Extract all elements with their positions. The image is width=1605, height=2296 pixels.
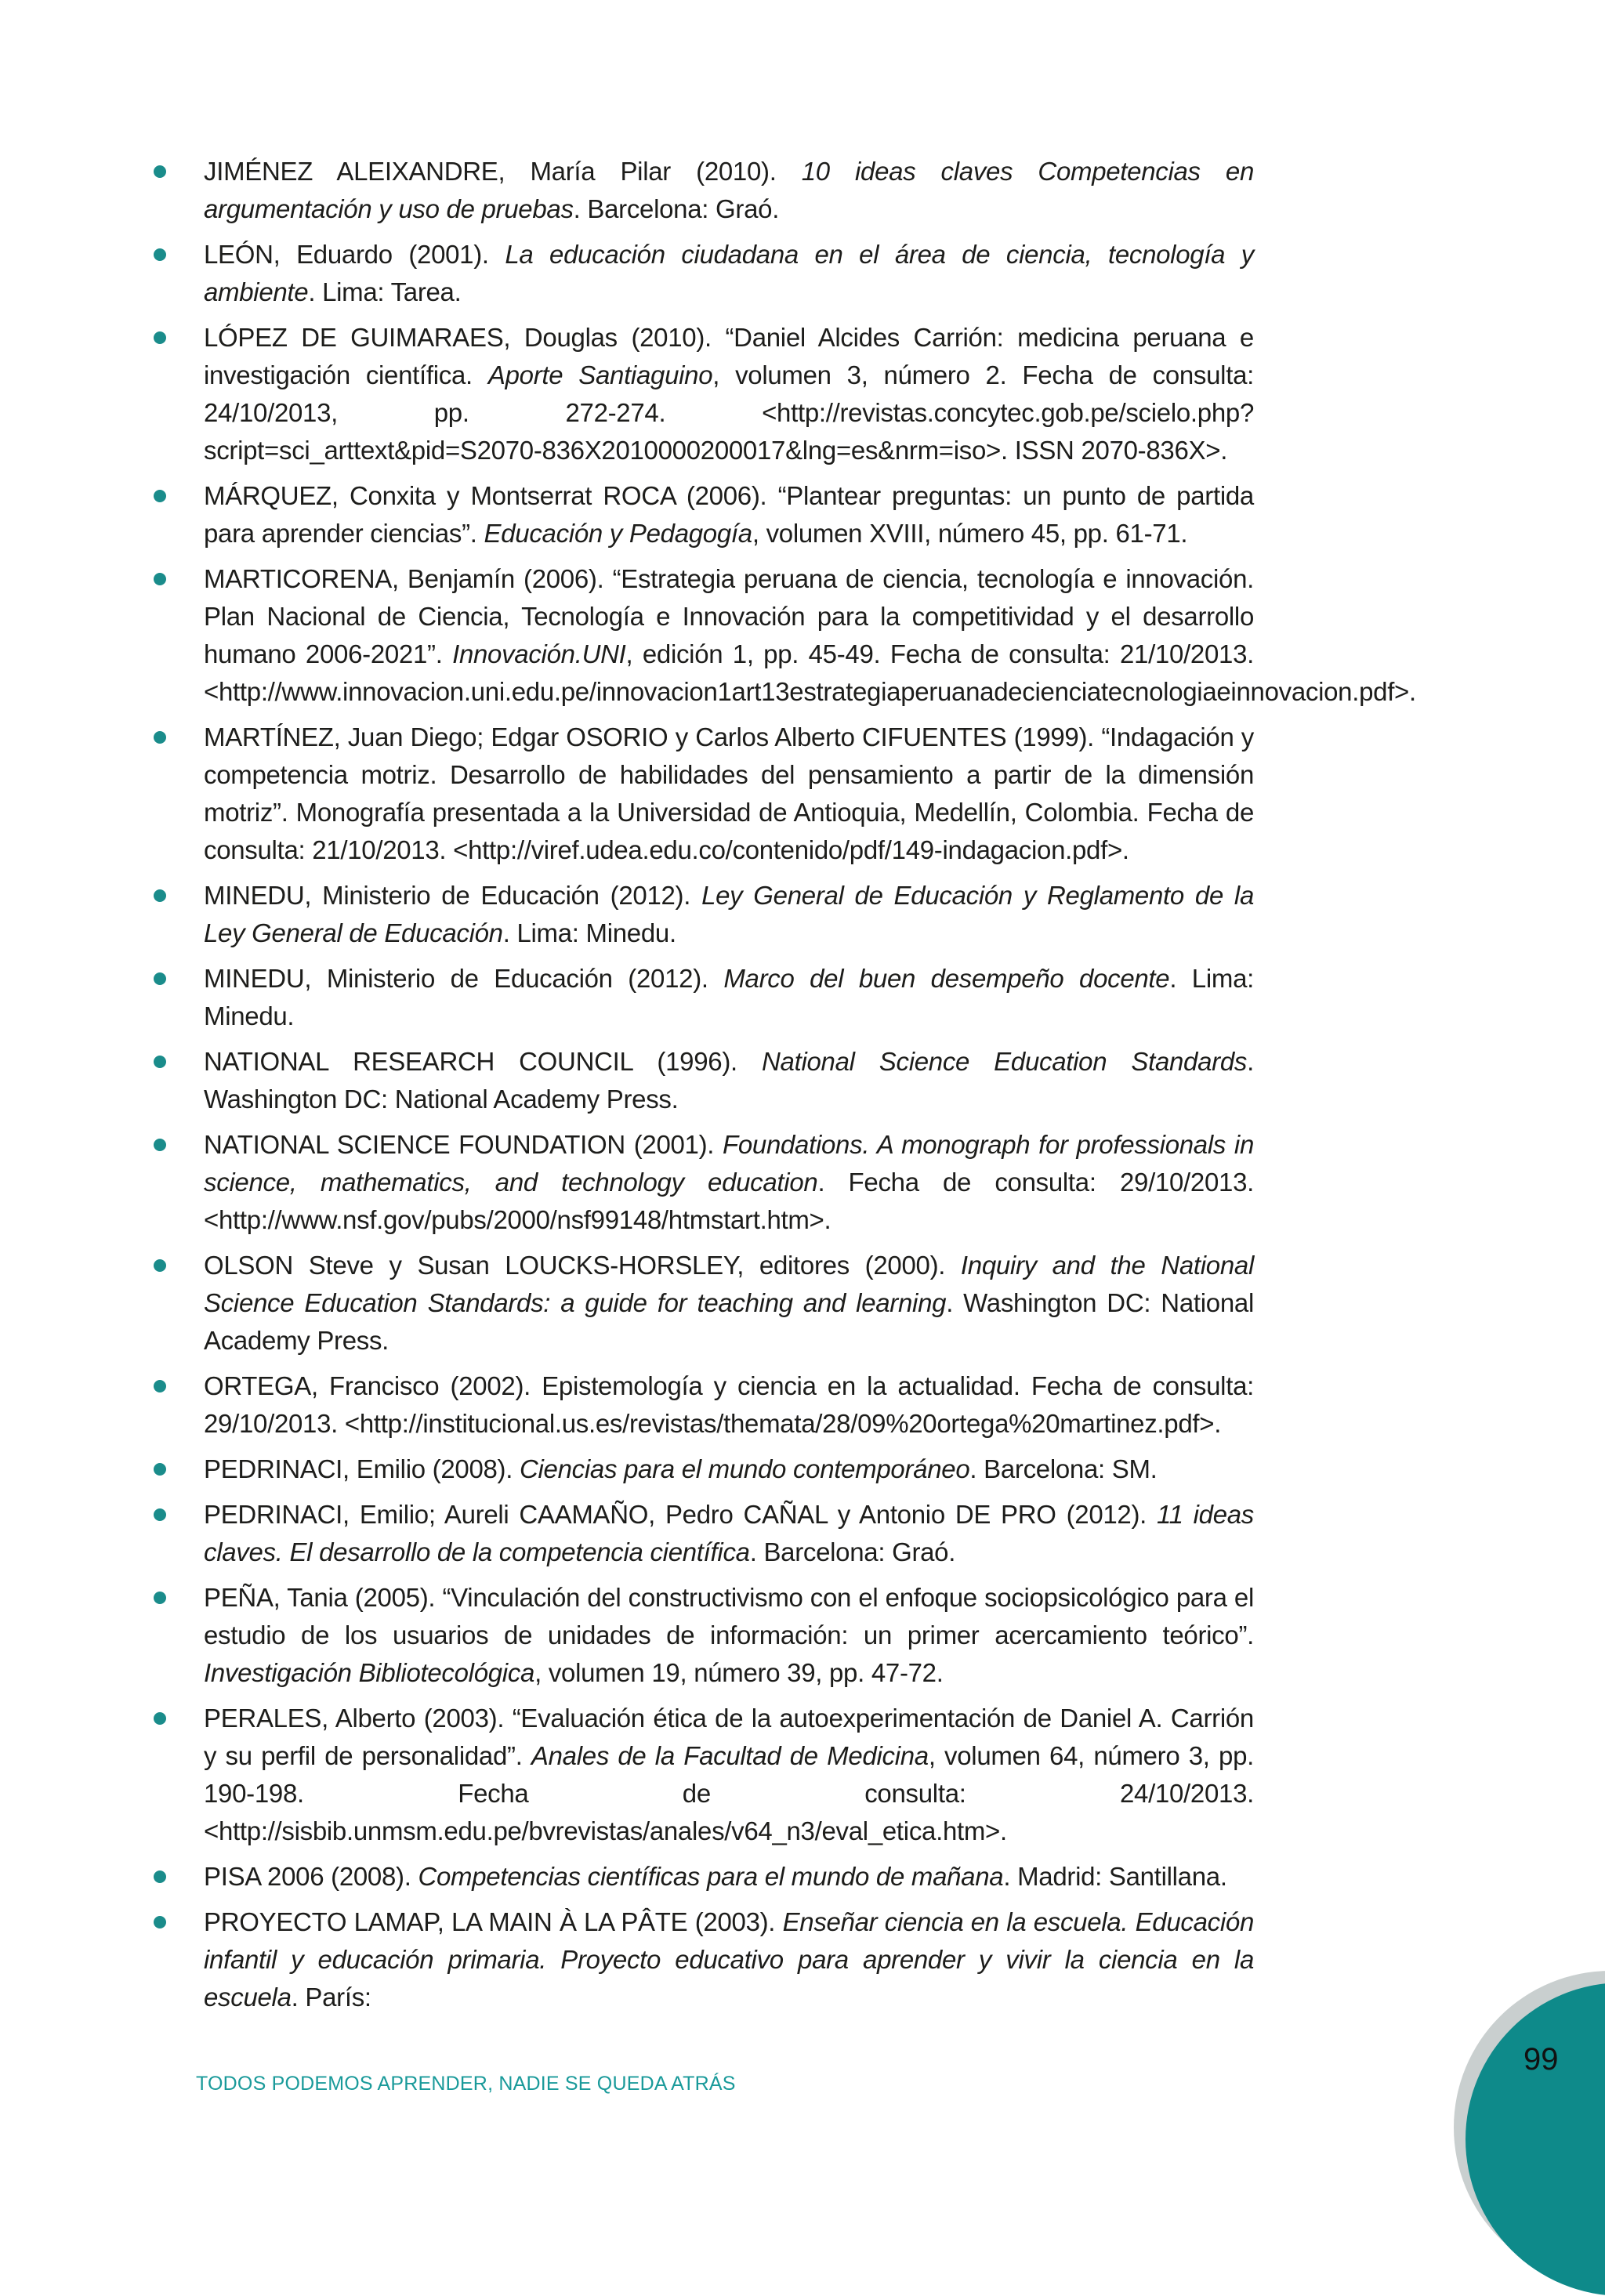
reference-title: Marco del buen desempeño docente bbox=[723, 964, 1170, 993]
reference-text: ORTEGA, Francisco (2002). Epistemología y ciencia en la actualidad. Fecha de consulta: 29/10/2013. <http://institucional.us.es/revistas/themata/28/09%20ortega%20martinez.pdf>. bbox=[204, 1371, 1254, 1438]
reference-title: Ley General de Educación y Reglamento de la Ley General de Educación bbox=[204, 881, 1255, 947]
reference-item bbox=[154, 1043, 1254, 1118]
bullet-icon bbox=[154, 1916, 166, 1928]
reference-text: , volumen 19, número 39, pp. 47-72. bbox=[534, 1658, 944, 1687]
reference-title: 11 ideas claves. El desarrollo de la competencia científica bbox=[204, 1500, 1254, 1566]
bullet-icon bbox=[154, 1056, 166, 1068]
reference-title: Inquiry and the National Science Education Standards: a guide for teaching and learning bbox=[204, 1251, 1254, 1317]
bullet-icon bbox=[154, 165, 166, 178]
reference-title: Educación y Pedagogía bbox=[484, 519, 752, 548]
reference-title: Enseñar ciencia en la escuela. Educación infantil y educación primaria. Proyecto educativo para aprender y vivir la ciencia en la escuela bbox=[204, 1907, 1254, 2012]
reference-text: JIMÉNEZ ALEIXANDRE, María Pilar (2010). bbox=[204, 157, 802, 186]
reference-text: , volumen 3, número 2. Fecha de consulta: 24/10/2013, pp. 272-274. <http://revistas.concytec.gob.pe/scielo.php?script=sci_arttext&pid=S2070-836X2010000200017&lng=es&nrm=iso>. ISSN 2070-836X>. bbox=[204, 360, 1255, 465]
reference-title: Investigación Bibliotecológica bbox=[204, 1658, 535, 1687]
reference-text: LÓPEZ DE GUIMARAES, Douglas (2010). “Daniel Alcides Carrión: medicina peruana e investigación científica. bbox=[204, 323, 1254, 389]
reference-text: . Fecha de consulta: 29/10/2013. <http://www.nsf.gov/pubs/2000/nsf99148/htmstart.htm>. bbox=[204, 1168, 1254, 1234]
reference-item bbox=[154, 1903, 1254, 2016]
reference-text: . París: bbox=[291, 1983, 371, 2012]
bullet-icon bbox=[154, 889, 166, 902]
reference-text: . Barcelona: Graó. bbox=[573, 194, 780, 223]
bullet-icon bbox=[154, 1259, 166, 1272]
reference-text: OLSON Steve y Susan LOUCKS-HORSLEY, editores (2000). bbox=[204, 1251, 961, 1280]
reference-text: LEÓN, Eduardo (2001). bbox=[204, 240, 505, 269]
reference-text: PERALES, Alberto (2003). “Evaluación ética de la autoexperimentación de Daniel A. Carrión y su perfil de personalidad”. bbox=[204, 1704, 1254, 1770]
bullet-icon bbox=[154, 1592, 166, 1604]
bullet-icon bbox=[154, 1380, 166, 1392]
reference-item bbox=[154, 1247, 1254, 1360]
reference-text: . Madrid: Santillana. bbox=[1003, 1862, 1227, 1891]
reference-text: MARTICORENA, Benjamín (2006). “Estrategia peruana de ciencia, tecnología e innovación. Plan Nacional de Ciencia, Tecnología e Innovación para la competitividad y el desarrollo humano 2006-2021”. bbox=[204, 564, 1254, 668]
bullet-icon bbox=[154, 731, 166, 744]
bullet-icon bbox=[154, 1870, 166, 1883]
page-number: 99 bbox=[1523, 2042, 1559, 2077]
reference-list bbox=[154, 153, 1416, 2024]
reference-text: . Washington DC: National Academy Press. bbox=[204, 1047, 1254, 1114]
reference-item bbox=[154, 719, 1254, 869]
reference-text: MINEDU, Ministerio de Educación (2012). bbox=[204, 881, 702, 910]
page-badge bbox=[1466, 1983, 1605, 2296]
bullet-icon bbox=[154, 1463, 166, 1476]
reference-text: NATIONAL RESEARCH COUNCIL (1996). bbox=[204, 1047, 762, 1076]
bullet-icon bbox=[154, 1139, 166, 1151]
reference-text: MARTÍNEZ, Juan Diego; Edgar OSORIO y Carlos Alberto CIFUENTES (1999). “Indagación y competencia motriz. Desarrollo de habilidades del pensamiento a partir de la dimensión motriz”. Monografía presentada a la Universidad de Antioquia, Medellín, Colombia. Fecha de consulta: 21/10/2013. <http://viref.udea.edu.co/contenido/pdf/149-indagacion.pdf>. bbox=[204, 722, 1254, 864]
reference-item bbox=[154, 1579, 1254, 1692]
reference-item bbox=[154, 1450, 1254, 1488]
bullet-icon bbox=[154, 1712, 166, 1725]
reference-text: PEDRINACI, Emilio (2008). bbox=[204, 1454, 520, 1483]
reference-text: . Barcelona: SM. bbox=[969, 1454, 1158, 1483]
reference-text: PROYECTO LAMAP, LA MAIN À LA PÂTE (2003). bbox=[204, 1907, 783, 1936]
reference-title: Anales de la Facultad de Medicina bbox=[531, 1741, 929, 1770]
reference-text: , volumen 64, número 3, pp. 190-198. Fecha de consulta: 24/10/2013. <http://sisbib.unmsm.edu.pe/bvrevistas/anales/v64_n3/eval_etica.htm>. bbox=[204, 1741, 1254, 1845]
reference-text: . Washington DC: National Academy Press. bbox=[204, 1288, 1254, 1355]
reference-text: , edición 1, pp. 45-49. Fecha de consulta: 21/10/2013. <http://www.innovacion.uni.edu.pe/innovacion1art13estrategiaperuanadecienciatecnologiaeinnovacion.pdf>. bbox=[204, 639, 1416, 706]
reference-item bbox=[154, 877, 1254, 952]
reference-item bbox=[154, 477, 1254, 552]
bullet-icon bbox=[154, 490, 166, 502]
reference-title: Aporte Santiaguino bbox=[487, 360, 713, 389]
reference-text: PEÑA, Tania (2005). “Vinculación del constructivismo con el enfoque sociopsicológico para el estudio de los usuarios de unidades de información: un primer acercamiento teórico”. bbox=[204, 1583, 1254, 1650]
reference-text: . Lima: Minedu. bbox=[502, 918, 676, 947]
bullet-icon bbox=[154, 248, 166, 261]
reference-title: 10 ideas claves Competencias en argumentación y uso de pruebas bbox=[204, 157, 1255, 223]
reference-text: MINEDU, Ministerio de Educación (2012). bbox=[204, 964, 724, 993]
reference-title: Foundations. A monograph for professionals in science, mathematics, and technology education bbox=[204, 1130, 1254, 1197]
reference-text: NATIONAL SCIENCE FOUNDATION (2001). bbox=[204, 1130, 723, 1159]
reference-text: . Lima: Minedu. bbox=[204, 964, 1254, 1030]
reference-text: PISA 2006 (2008). bbox=[204, 1862, 418, 1891]
reference-item bbox=[154, 236, 1254, 311]
reference-text: MÁRQUEZ, Conxita y Montserrat ROCA (2006). “Plantear preguntas: un punto de partida para aprender ciencias”. bbox=[204, 481, 1254, 548]
reference-item bbox=[154, 560, 1416, 711]
reference-title: La educación ciudadana en el área de ciencia, tecnología y ambiente bbox=[204, 240, 1255, 306]
reference-text: , volumen XVIII, número 45, pp. 61-71. bbox=[752, 519, 1188, 548]
reference-item bbox=[154, 153, 1254, 228]
reference-text: . Lima: Tarea. bbox=[308, 277, 462, 306]
reference-item bbox=[154, 319, 1254, 469]
reference-title: Competencias científicas para el mundo de mañana bbox=[418, 1862, 1004, 1891]
bullet-icon bbox=[154, 1508, 166, 1521]
bullet-icon bbox=[154, 331, 166, 344]
reference-item bbox=[154, 1496, 1254, 1571]
bullet-icon bbox=[154, 972, 166, 985]
reference-item bbox=[154, 960, 1254, 1035]
reference-item bbox=[154, 1858, 1254, 1896]
reference-item bbox=[154, 1700, 1254, 1850]
reference-title: Innovación.UNI bbox=[452, 639, 626, 668]
reference-text: . Barcelona: Graó. bbox=[749, 1537, 956, 1566]
reference-title: Ciencias para el mundo contemporáneo bbox=[519, 1454, 970, 1483]
reference-item bbox=[154, 1367, 1254, 1443]
reference-title: National Science Education Standards bbox=[762, 1047, 1248, 1076]
bullet-icon bbox=[154, 573, 166, 585]
reference-text: PEDRINACI, Emilio; Aureli CAAMAÑO, Pedro CAÑAL y Antonio DE PRO (2012). bbox=[204, 1500, 1157, 1529]
reference-item bbox=[154, 1126, 1254, 1239]
footer-text: TODOS PODEMOS APRENDER, NADIE SE QUEDA ATRÁS bbox=[196, 2073, 736, 2095]
